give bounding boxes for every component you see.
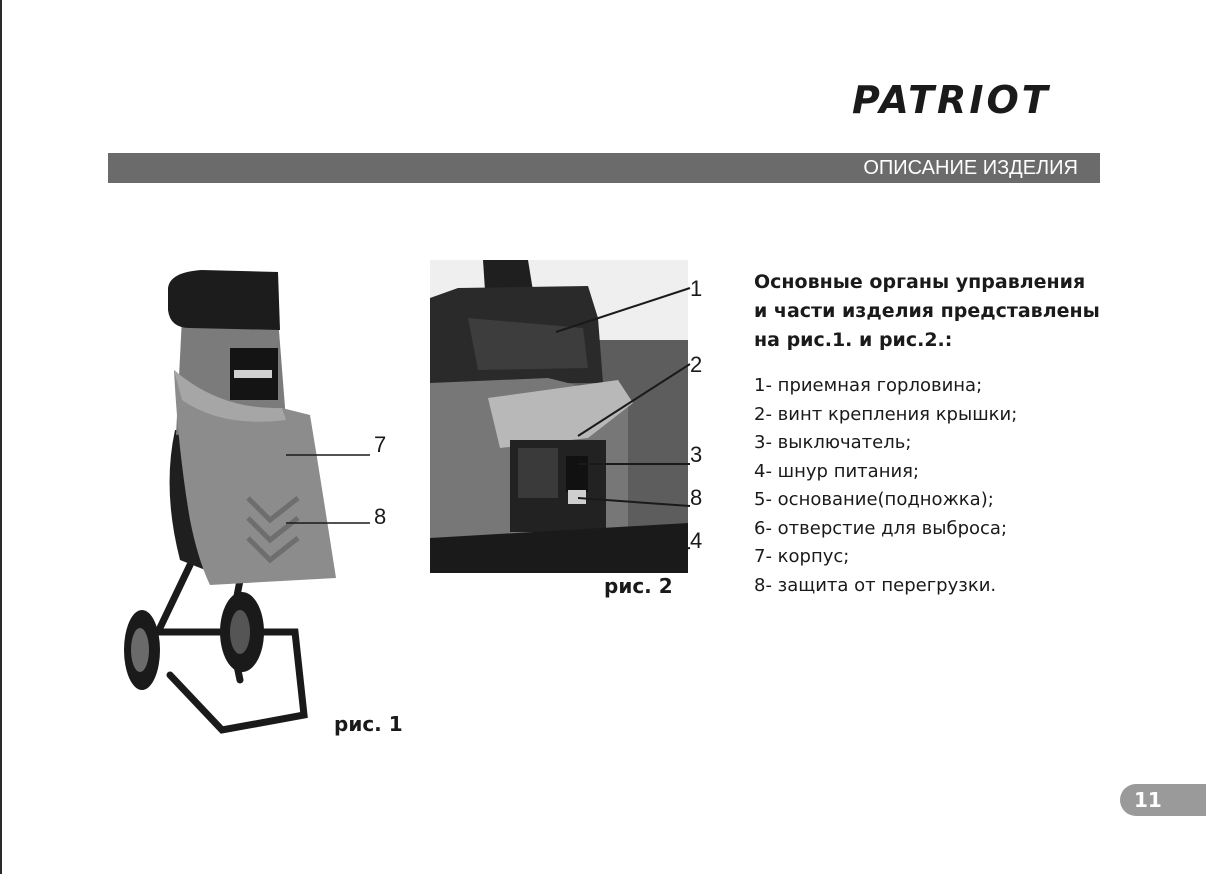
description-heading: Основные органы управления и части изделия представлены на рис.1. и рис.2.: xyxy=(754,271,1100,351)
figure-1-caption: рис. 1 xyxy=(334,712,403,736)
list-item: 2- винт крепления крышки; xyxy=(754,403,1018,425)
list-item: 1- приемная горловина; xyxy=(754,375,983,396)
page-number: 11 xyxy=(1134,788,1162,812)
fig2-callout-2: 2 xyxy=(690,352,703,377)
list-item: 5- основание(подножка); xyxy=(754,489,994,510)
fig2-callout-4: 4 xyxy=(690,528,703,553)
fig1-callout-8: 8 xyxy=(374,504,387,529)
figure-2-closeup-image xyxy=(428,258,718,578)
figure-2-caption: рис. 2 xyxy=(604,574,673,598)
fig2-callout-8: 8 xyxy=(690,485,703,510)
list-item: 6- отверстие для выброса; xyxy=(754,517,1008,539)
list-item: 8- защита от перегрузки. xyxy=(754,574,997,596)
figure-1-shredder-image xyxy=(110,260,370,750)
list-item: 3- выключатель; xyxy=(754,432,912,453)
page-number-badge xyxy=(1120,784,1206,816)
fig1-callout-7: 7 xyxy=(374,432,387,457)
fig2-callout-1: 1 xyxy=(690,276,703,301)
section-title: ОПИСАНИЕ ИЗДЕЛИЯ xyxy=(863,157,1078,179)
list-item: 7- корпус; xyxy=(754,546,850,567)
brand-logo: PATRIOT xyxy=(852,78,1051,122)
parts-list xyxy=(754,372,1104,600)
page-edge-line xyxy=(0,0,2,874)
list-item: 4- шнур питания; xyxy=(754,460,920,482)
fig2-callout-3: 3 xyxy=(690,442,703,467)
section-header-bar xyxy=(108,153,1100,183)
